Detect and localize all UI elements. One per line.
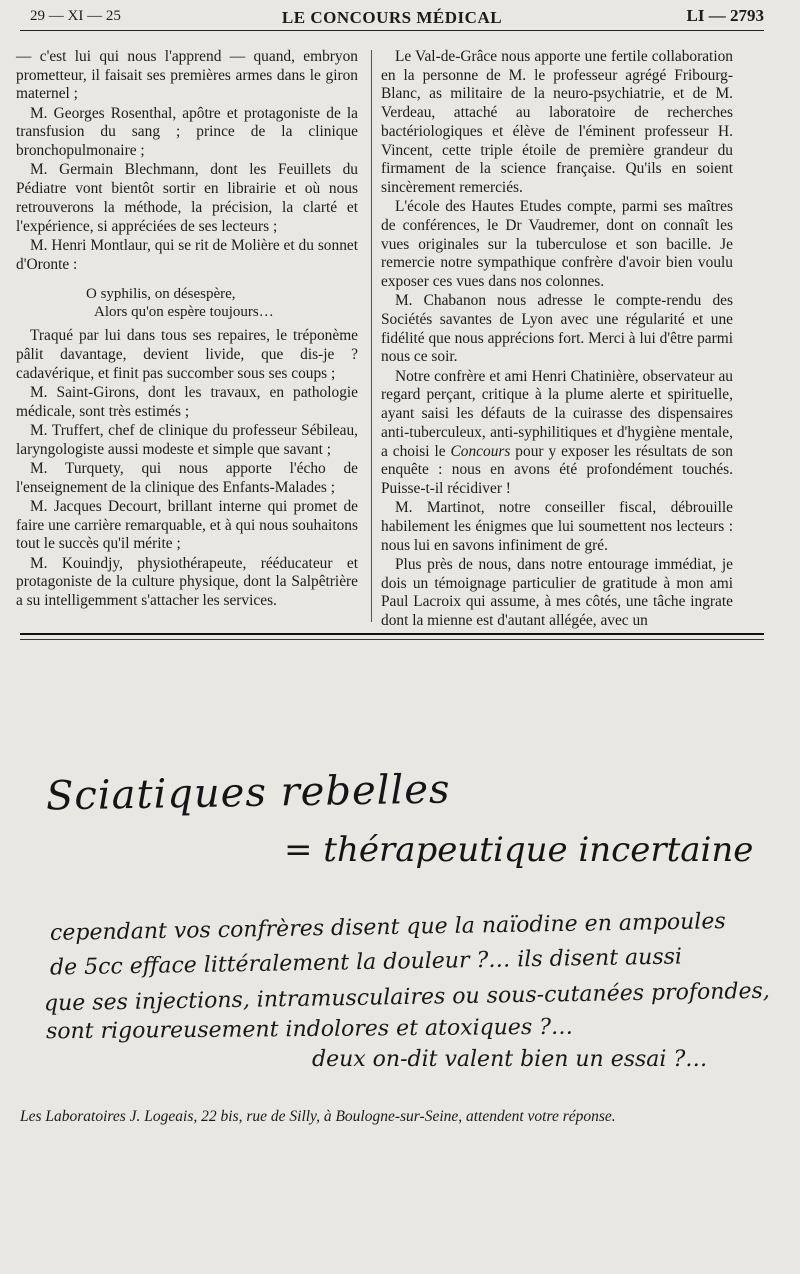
paragraph: M. Martinot, notre conseiller fiscal, débrouille habilement les énigmes que lui soumettent nos lecteurs : nous lui en savons infiniment de gré. [381, 499, 733, 554]
paragraph: M. Chabanon nous adresse le compte-rendu des Sociétés savantes de Lyon avec une régularité et une fidélité que nous apprécions fort. Merci à lui d'être parmi nous ce soir. [381, 292, 733, 366]
advertisement [0, 645, 800, 1265]
paragraph: M. Henri Montlaur, qui se rit de Molière et du sonnet d'Oronte : [16, 236, 358, 273]
ad-subtitle: = thérapeutique incertaine [284, 830, 754, 870]
paragraph: M. Jacques Decourt, brillant interne qui promet de faire une carrière remarquable, et à qui nous souhaitons tout le succès qu'il mérite ; [16, 497, 358, 553]
paragraph: M. Turquety, qui nous apporte l'écho de l'enseignement de la clinique des Enfants-Malades ; [16, 459, 358, 496]
paragraph: M. Kouindjy, physiothérapeute, rééducateur et protagoniste de la culture physique, dont la Salpêtrière a su intelligemment s'attacher les services. [16, 554, 358, 610]
verse-line: O syphilis, on désespère, [86, 286, 236, 303]
section-rule-thin [20, 639, 764, 640]
left-column [16, 48, 358, 611]
column-divider [371, 50, 372, 622]
ad-line: cependant vos confrères disent que la naïodine en ampoules [49, 909, 726, 946]
ad-footer: Les Laboratoires J. Logeais, 22 bis, rue de Silly, à Boulogne-sur-Seine, attendent votre réponse. [20, 1108, 616, 1125]
text-run: Notre confrère et ami Henri Chatinière, observateur au regard perçant, critique à la plume alerte et spirituelle, ayant saisi les défauts de la cuirasse des dispensaires anti-tuberculeux, anti-syphilitiques et d'hygiène mentale, a choisi le [381, 367, 733, 460]
ad-line: deux on-dit valent bien un essai ?… [312, 1047, 708, 1072]
verse-line: Alors qu'on espère toujours… [94, 303, 274, 320]
right-column [381, 48, 733, 631]
text-run: pour y exposer les résultats de son enquête : nous en avons été profondément touchés. Puisse-t-il récidiver ! [381, 442, 733, 497]
journal-name: Concours [450, 442, 511, 460]
paragraph: M. Georges Rosenthal, apôtre et protagoniste de la transfusion du sang ; prince de la clinique bronchopulmonaire ; [16, 104, 358, 160]
paragraph: L'école des Hautes Etudes compte, parmi ses maîtres de conférences, le Dr Vaudremer, dont on connaît les vues originales sur la tuberculose et son bacille. Je remercie notre sympathique confrère d'avoir bien voulu exposer ces vues dans nos colonnes. [381, 198, 733, 291]
paragraph: Traqué par lui dans tous ses repaires, le tréponème pâlit davantage, devient livide, que dis-je ? cadavérique, et finit pas succomber sous ses coups ; [16, 327, 358, 382]
paragraph: Plus près de nous, dans notre entourage immédiat, je dois un témoignage particulier de gratitude à mon ami Paul Lacroix qui assume, à mes côtés, une tâche ingrate dont la mienne est d'autant allégée, avec un [381, 555, 733, 630]
paragraph: — c'est lui qui nous l'apprend — quand, embryon prometteur, il faisait ses premières armes dans le giron maternel ; [16, 48, 358, 103]
section-rule [20, 633, 764, 635]
ad-line: que ses injections, intramusculaires ou sous-cutanées profondes, [43, 978, 771, 1017]
ad-line: sont rigoureusement indolores et atoxiques ?… [45, 1014, 574, 1045]
page-header [20, 4, 764, 30]
paragraph: Le Val-de-Grâce nous apporte une fertile collaboration en la personne de M. le professeur agrégé Fribourg-Blanc, as militaire de la neuro-psychiatrie, et de M. Verdeau, attaché au laboratoire de recherches bactériologiques et élève de l'éminent professeur H. Vincent, cette triple étoile de première grandeur du firmament de la science française. Qu'ils en soient sincèrement remerciés. [381, 48, 733, 196]
paragraph [381, 368, 733, 499]
paragraph: M. Saint-Girons, dont les travaux, en pathologie médicale, sont très estimés ; [16, 383, 358, 420]
journal-title: LE CONCOURS MÉDICAL [281, 8, 503, 27]
ad-line: de 5cc efface littéralement la douleur ?… ils disent aussi [49, 944, 683, 981]
header-rule [20, 30, 764, 31]
verse-quote [86, 286, 358, 321]
paragraph: M. Truffert, chef de clinique du professeur Sébileau, laryngologiste aussi modeste et simple que savant ; [16, 421, 358, 458]
paragraph: M. Germain Blechmann, dont les Feuillets du Pédiatre vont bientôt sortir en librairie et où nous retrouverons la méthode, la précision, la clarté et l'expérience, si appréciées de ses lecteurs ; [16, 161, 358, 235]
page-number: LI — 2793 [686, 6, 764, 25]
ad-title: Sciatiques rebelles [45, 766, 451, 820]
issue-date: 29 — XI — 25 [30, 8, 121, 24]
